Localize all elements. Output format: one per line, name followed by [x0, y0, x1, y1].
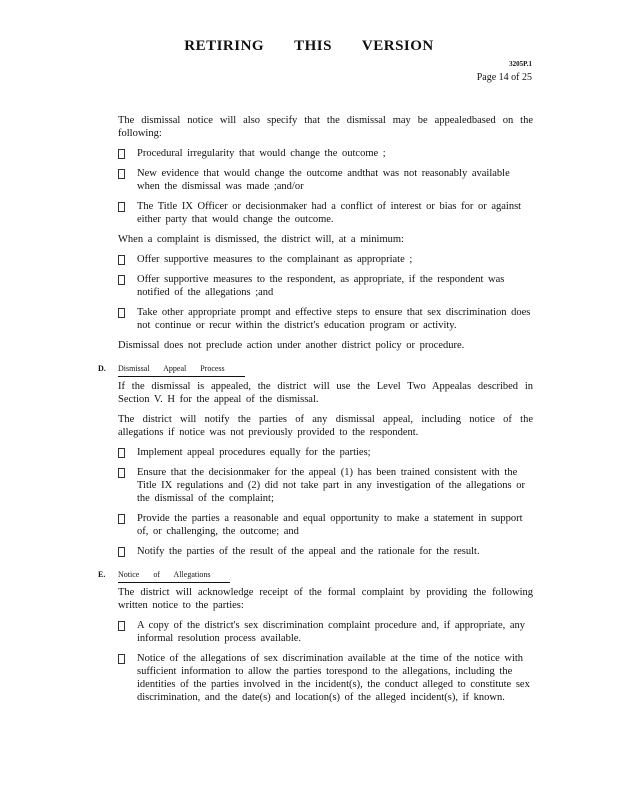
list-item: Ensure that the decisionmaker for the appeal (1) has been trained consistent with the Title IX regulations and (2) did not take part in any investigation of the allegations or the dismissal of the complaint; — [118, 466, 533, 505]
document-body — [98, 114, 533, 711]
list-item: New evidence that would change the outcome andthat was not reasonably available when the dismissal was made ;and/or — [118, 167, 533, 193]
section-letter: E. — [98, 570, 106, 579]
section-e-heading — [98, 568, 533, 580]
bullet-box-icon — [118, 275, 125, 285]
bullet-box-icon — [118, 547, 125, 557]
list-item: Take other appropriate prompt and effective steps to ensure that sex discrimination does not continue or recur within the district's education program or activity. — [118, 306, 533, 332]
section-title: Notice of Allegations — [118, 568, 230, 583]
bullet-box-icon — [118, 654, 125, 664]
section-d-heading — [98, 362, 533, 374]
list-item: Implement appeal procedures equally for the parties; — [118, 446, 533, 459]
section-letter: D. — [98, 364, 106, 373]
list-item: The Title IX Officer or decisionmaker had a conflict of interest or bias for or against either party that would change the outcome. — [118, 200, 533, 226]
bullet-box-icon — [118, 202, 125, 212]
list-item: A copy of the district's sex discrimination complaint procedure and, if appropriate, any informal resolution process available. — [118, 619, 533, 645]
list-item: Offer supportive measures to the respondent, as appropriate, if the respondent was notified of the allegations ;and — [118, 273, 533, 299]
bullet-box-icon — [118, 255, 125, 265]
bullet-box-icon — [118, 448, 125, 458]
closing-paragraph: Dismissal does not preclude action under another district policy or procedure. — [118, 340, 465, 351]
bullet-box-icon — [118, 169, 125, 179]
page-number: Page 14 of 25 — [476, 72, 532, 83]
section-title: Dismissal Appeal Process — [118, 362, 245, 377]
minimum-paragraph: When a complaint is dismissed, the district will, at a minimum: — [118, 234, 404, 245]
intro-paragraph: The dismissal notice will also specify that the dismissal may be appealedbased on the following: — [118, 115, 533, 139]
list-item: Notify the parties of the result of the appeal and the rationale for the result. — [118, 545, 533, 558]
bullet-box-icon — [118, 514, 125, 524]
bullet-box-icon — [118, 149, 125, 159]
list-item: Procedural irregularity that would change the outcome ; — [118, 147, 533, 160]
section-d-paragraph-2: The district will notify the parties of any dismissal appeal, including notice of the allegations if notice was not previously provided to the respondent. — [118, 414, 533, 438]
section-e-paragraph-1: The district will acknowledge receipt of the formal complaint by providing the following written notice to the parties: — [118, 587, 533, 611]
bullet-box-icon — [118, 308, 125, 318]
list-item: Offer supportive measures to the complainant as appropriate ; — [118, 253, 533, 266]
list-item: Provide the parties a reasonable and equal opportunity to make a statement in support of, or challenging, the outcome; and — [118, 512, 533, 538]
bullet-box-icon — [118, 468, 125, 478]
section-d-paragraph-1: If the dismissal is appealed, the district will use the Level Two Appealas described in Section V. H for the appeal of the dismissal. — [118, 381, 533, 405]
document-code: 3205P.1 — [509, 60, 532, 68]
bullet-box-icon — [118, 621, 125, 631]
list-item: Notice of the allegations of sex discrimination available at the time of the notice with sufficient information to allow the parties torespond to the allegations, including the identities of the parties involved in the incident(s), the conduct alleged to constitute sex discrimination, and the date(s) and location(s) of the alleged incident(s), if known. — [118, 652, 533, 704]
document-title: RETIRING THIS VERSION — [184, 38, 434, 54]
